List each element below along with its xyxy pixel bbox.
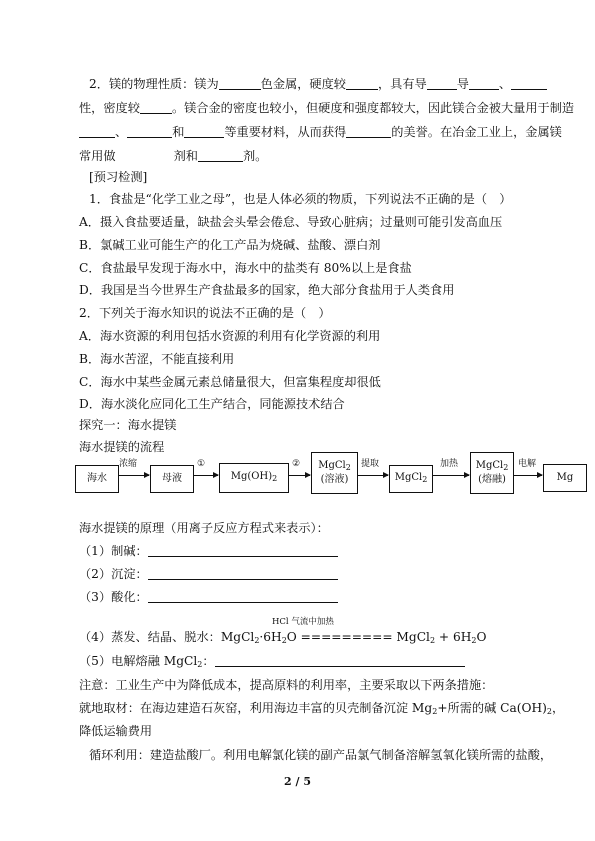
node-mother-liquor: 母液 xyxy=(150,465,194,493)
q1-option-c: C．食盐最早发现于海水中，海水中的盐类有 80%以上是食盐 xyxy=(79,261,412,275)
q2-option-d: D．海水淡化应同化工生产结合，同能源技术结合 xyxy=(79,397,345,411)
text: 常用做 xyxy=(79,149,116,163)
text: 2．镁的物理性质：镁为 xyxy=(89,77,219,91)
q2-option-a: A．海水资源的利用包括水资源的利用有化学资源的利用 xyxy=(79,329,381,343)
node-seawater: 海水 xyxy=(75,465,119,493)
text: 等重要材料，从而获得 xyxy=(224,125,347,139)
node-mgcl2-molten: MgCl$_2$ (熔融) xyxy=(470,452,514,494)
local-material-line2: 降低运输费用 xyxy=(79,724,153,738)
text: 剂。 xyxy=(242,149,268,163)
page-number: 2 / 5 xyxy=(284,775,311,788)
arrow-2 xyxy=(193,475,218,476)
arrow-label-6: 电解 xyxy=(518,459,537,469)
arrow-3 xyxy=(288,475,310,476)
blank xyxy=(140,101,172,114)
node-mg-oh2: $Mg(OH)_2$ xyxy=(219,463,289,493)
q1-option-b: B．氯碱工业可能生产的化工产品为烧碱、盐酸、漂白剂 xyxy=(79,238,381,252)
hcl-condition: HCl 气流中加热 xyxy=(272,617,334,627)
step-1 xyxy=(79,544,338,558)
flow-title: 海水提镁的流程 xyxy=(79,440,165,454)
arrow-label-4: 提取 xyxy=(361,459,380,469)
blank xyxy=(219,77,261,90)
text: 色金属，硬度较 xyxy=(260,77,346,91)
text: 和 xyxy=(172,125,185,139)
arrow-4 xyxy=(357,475,388,476)
blank xyxy=(346,77,378,90)
blank xyxy=(148,544,338,557)
text: 、 xyxy=(498,77,512,91)
arrow-label-1: 浓缩 xyxy=(119,459,138,469)
q2-option-b: B．海水苦涩，不能直接利用 xyxy=(79,352,235,366)
arrow-label-5: 加热 xyxy=(440,459,459,469)
sec2-line2 xyxy=(79,101,574,115)
text: 性，密度较 xyxy=(79,101,140,115)
q1-option-a: A．摄入食盐要适量，缺盐会头晕会倦怠、导致心脏病；过量则可能引发高血压 xyxy=(79,215,503,229)
blank xyxy=(148,567,338,580)
arrow-label-2: ① xyxy=(197,459,206,469)
q1-option-d: D．我国是当今世界生产食盐最多的国家，绝大部分食盐用于人类食用 xyxy=(79,283,455,297)
blank xyxy=(79,125,115,138)
q2-stem: 2．下列关于海水知识的说法不正确的是（ ） xyxy=(79,306,331,320)
arrow-5 xyxy=(432,475,469,476)
text: 导 xyxy=(456,77,469,91)
node-mgcl2-solution: MgCl$_2$ (溶液) xyxy=(311,452,358,494)
text: ，具有导 xyxy=(377,77,427,91)
step-5: （5）电解熔融 MgCl$_2$： xyxy=(79,654,465,672)
sec2-line1 xyxy=(89,77,547,91)
blank xyxy=(511,77,547,90)
text: 。镁合金的密度也较小，但硬度和强度都较大，因此镁合金被大量用于制造 xyxy=(171,101,575,115)
node-mg: Mg xyxy=(543,464,587,492)
blank xyxy=(427,77,457,90)
step-2 xyxy=(79,567,338,581)
text: （2）沉淀： xyxy=(79,567,148,581)
preview-header: [预习检测] xyxy=(89,170,148,184)
local-material-line1: 就地取材：在海边建造石灰窑，利用海边丰富的贝壳制备沉淀 $Mg_2+$所需的碱 $Ca(OH)_2$， xyxy=(79,701,565,716)
text: 、 xyxy=(115,125,128,139)
note-text: 注意：工业生产中为降低成本，提高原料的利用率，主要采取以下两条措施： xyxy=(79,678,494,692)
q1-stem: 1．食盐是“化学工业之母”，也是人体必须的物质，下列说法不正确的是（ ） xyxy=(89,192,512,206)
cycle-use-text: 循环利用：建造盐酸厂。利用电解氯化镁的副产品氯气制备溶解氢氧化镁所需的盐酸， xyxy=(89,748,553,762)
principle-text: 海水提镁的原理（用离子反应方程式来表示）： xyxy=(79,521,329,535)
text: 的美誉。在冶金工业上，金属镁 xyxy=(391,125,562,139)
step-4: （4）蒸发、结晶、脱水：$MgCl_2\cdot 6H_2O$ ========= MgCl$_2$ + $6H_2O$ xyxy=(79,630,487,645)
text: （3）酸化： xyxy=(79,590,148,604)
step-3 xyxy=(79,590,338,604)
arrow-label-3: ② xyxy=(292,459,301,469)
blank xyxy=(184,125,224,138)
blank xyxy=(346,125,391,138)
sec2-line3 xyxy=(79,125,562,139)
text: 剂和 xyxy=(173,149,198,163)
blank xyxy=(469,77,499,90)
arrow-6 xyxy=(513,475,542,476)
q2-option-c: C．海水中某些金属元素总储量很大，但富集程度却很低 xyxy=(79,375,381,389)
blank xyxy=(127,125,172,138)
explore-title: 探究一：海水提镁 xyxy=(79,418,177,432)
blank xyxy=(148,590,338,603)
sec2-line4 xyxy=(79,149,267,163)
text: （1）制碱： xyxy=(79,544,148,558)
blank xyxy=(198,149,243,162)
blank xyxy=(215,654,465,667)
arrow-1 xyxy=(118,475,149,476)
node-mgcl2: MgCl$_2$ xyxy=(389,465,433,493)
